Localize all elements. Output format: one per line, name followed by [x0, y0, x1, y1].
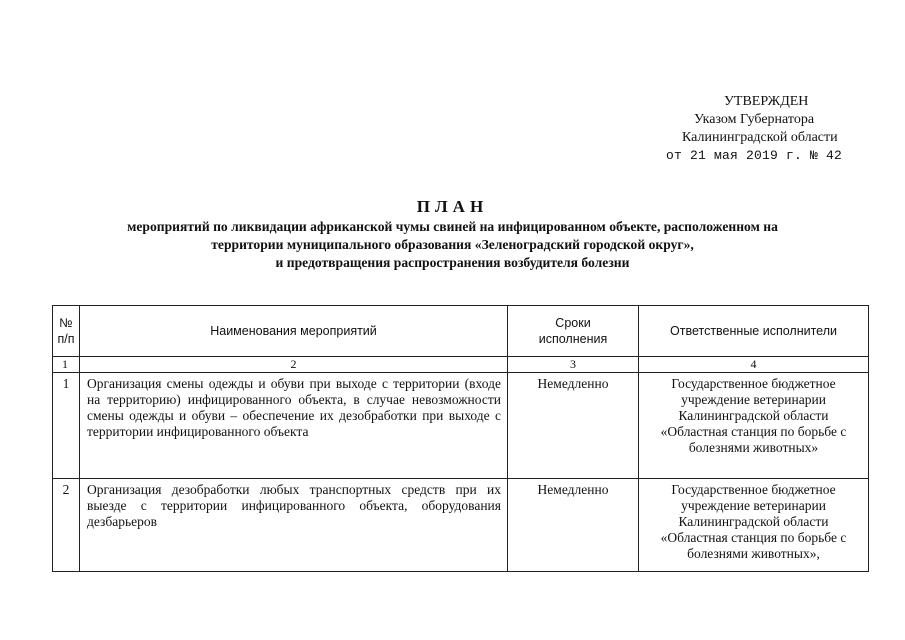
- approval-approved: УТВЕРЖДЕН: [724, 94, 809, 109]
- table-row: [53, 373, 869, 479]
- table-row: [53, 479, 869, 572]
- approval-decree: Указом Губернатора: [694, 112, 815, 127]
- header-number-abbr: п/п: [57, 332, 75, 346]
- column-number: 3: [508, 357, 639, 373]
- row-description: Организация смены одежды и обуви при выходе с территории (входе на территорию) инфицированного объекта, в случае невозможности смены одежды и обуви – обеспечение их дезобработки при выходе с территории инфицированного объекта: [80, 373, 508, 479]
- approval-region: Калининградской области: [682, 130, 838, 145]
- plan-table: [52, 305, 869, 572]
- subtitle-line-3: и предотвращения распространения возбудителя болезни: [275, 255, 630, 270]
- header-term: [508, 306, 639, 357]
- table-header-row: [53, 306, 869, 357]
- row-number: 1: [53, 373, 80, 479]
- approval-stamp: [640, 93, 880, 165]
- header-number: [53, 306, 80, 357]
- column-number: 1: [53, 357, 80, 373]
- header-responsible: Ответственные исполнители: [639, 306, 869, 357]
- column-number: 4: [639, 357, 869, 373]
- row-number: 2: [53, 479, 80, 572]
- subtitle-line-1: мероприятий по ликвидации африканской чумы свиней на инфицированном объекте, расположенном на: [127, 219, 778, 234]
- row-term: Немедленно: [508, 479, 639, 572]
- document-title: ПЛАН: [416, 197, 489, 216]
- subtitle-line-2: территории муниципального образования «Зеленоградский городской округ»,: [211, 237, 694, 252]
- row-responsible: Государственное бюджетное учреждение ветеринарии Калининградской области «Областная станция по борьбе с болезнями животных»: [639, 373, 869, 479]
- approval-date-number: от 21 мая 2019 г. № 42: [666, 148, 843, 163]
- row-description: Организация дезобработки любых транспортных средств при их выезде с территории инфицированного объекта, оборудования дезбарьеров: [80, 479, 508, 572]
- header-term-line-1: Сроки: [555, 316, 591, 330]
- document-subtitle: [60, 218, 845, 272]
- header-activity: Наименования мероприятий: [80, 306, 508, 357]
- column-number-row: [53, 357, 869, 373]
- column-number: 2: [80, 357, 508, 373]
- row-term: Немедленно: [508, 373, 639, 479]
- row-responsible: Государственное бюджетное учреждение ветеринарии Калининградской области «Областная станция по борьбе с болезнями животных»,: [639, 479, 869, 572]
- header-number-sign: №: [59, 316, 73, 330]
- header-term-line-2: исполнения: [538, 332, 608, 346]
